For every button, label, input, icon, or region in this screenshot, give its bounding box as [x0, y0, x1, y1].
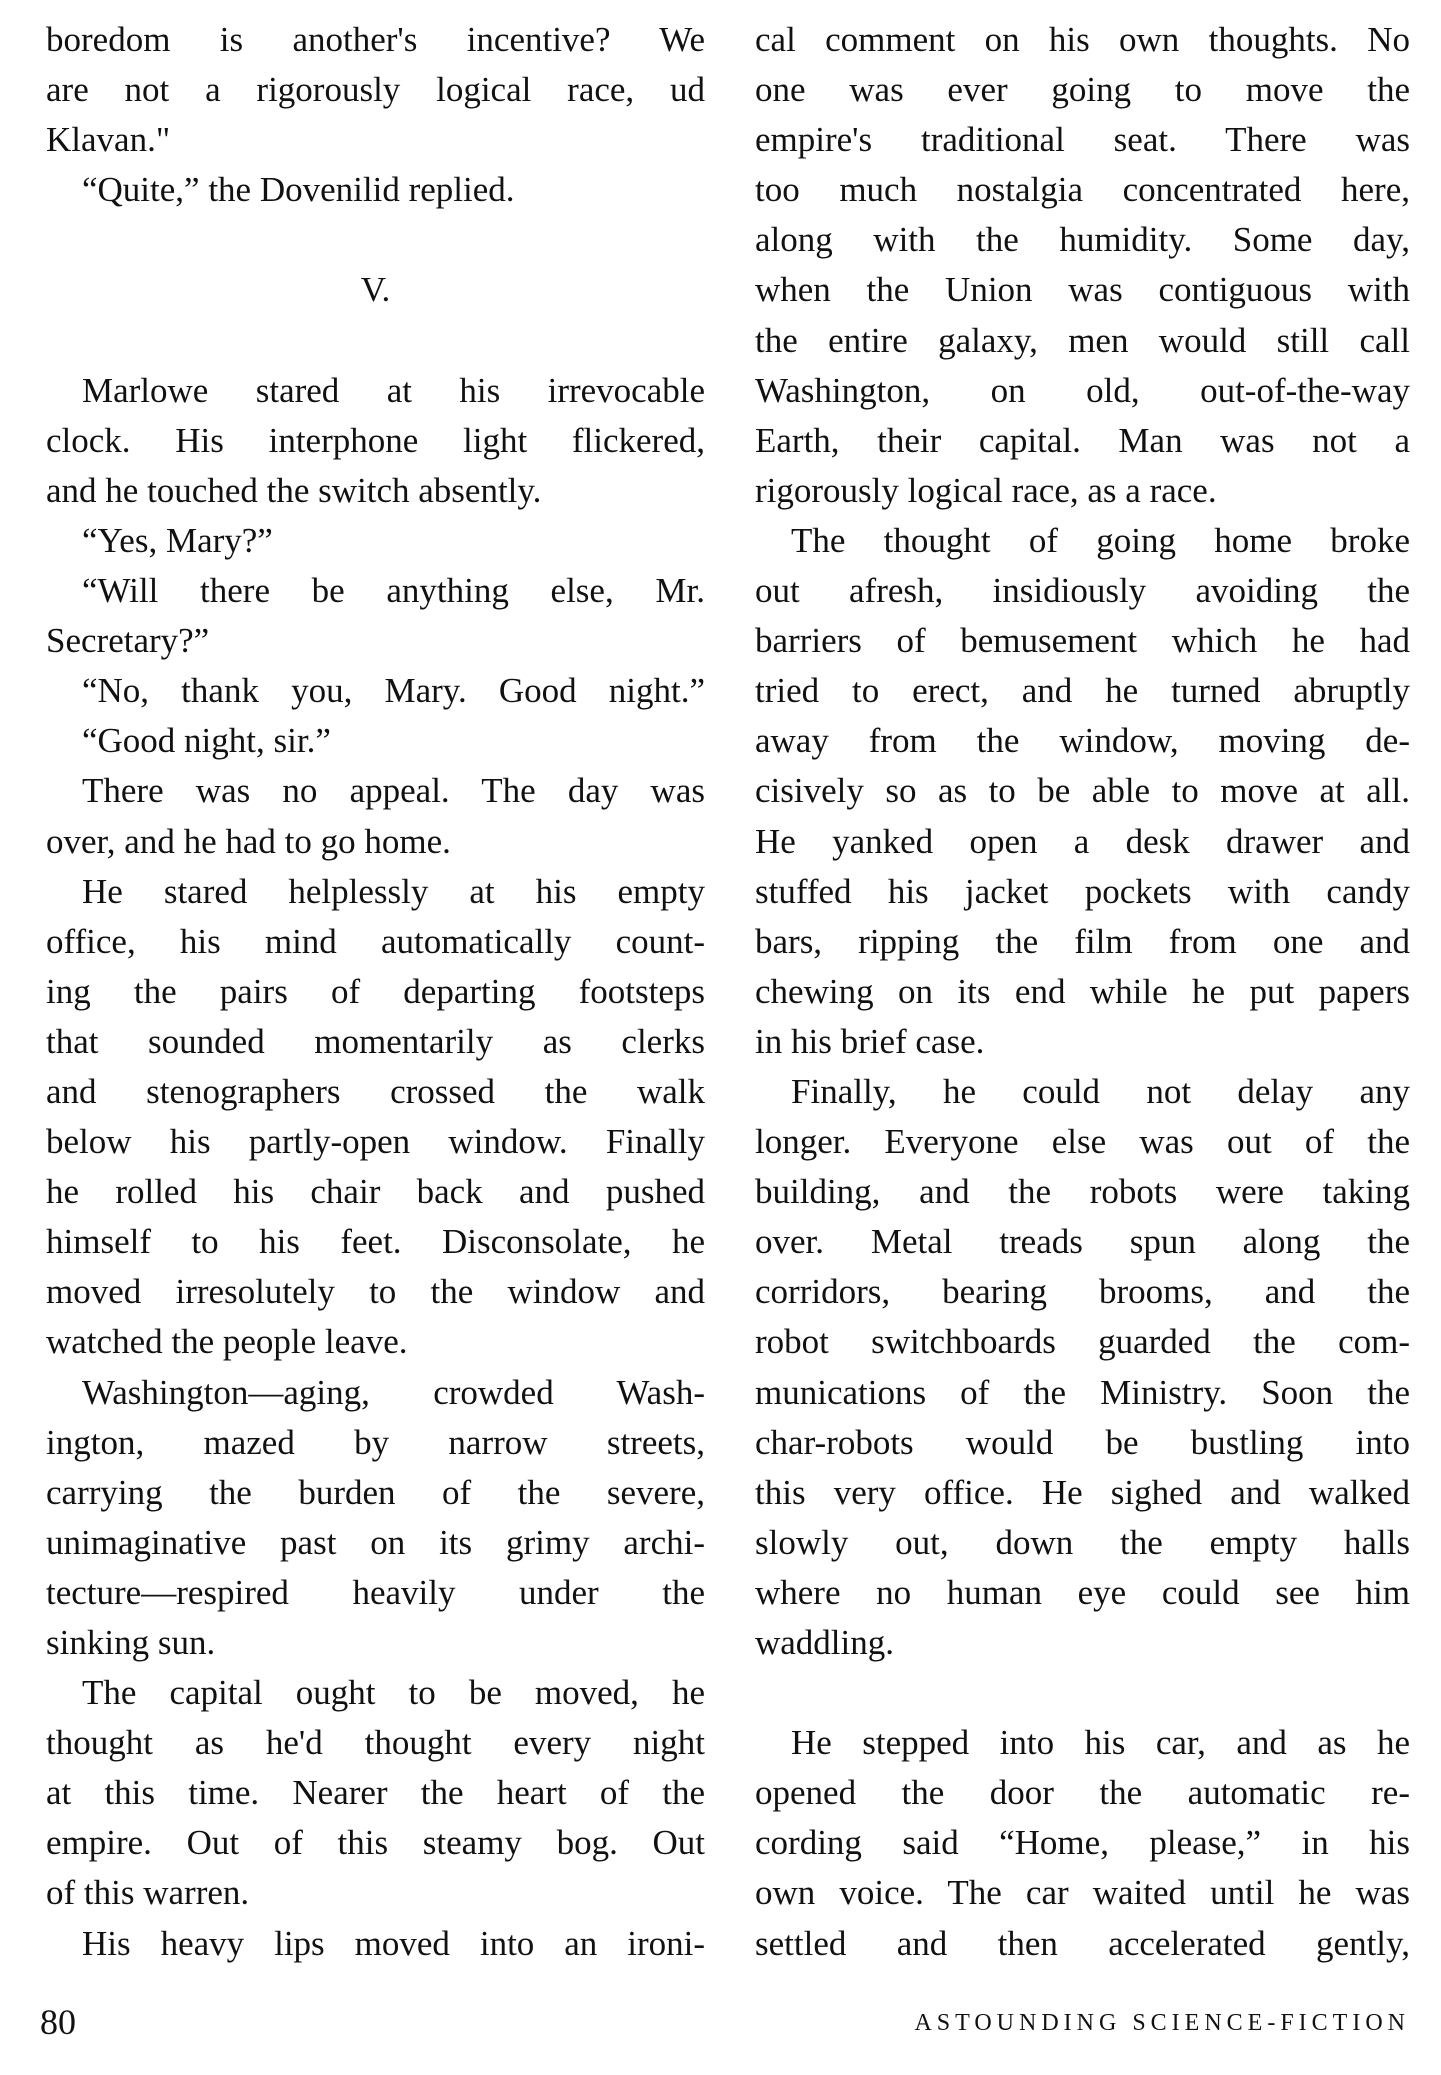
- text-line: “Good night, sir.”: [82, 721, 331, 761]
- text-line: along with the humidity. Some day,: [755, 220, 1410, 260]
- text-line: and he touched the switch absently.: [46, 470, 542, 510]
- text-line: boredom is another's incentive? We: [46, 20, 705, 59]
- text-line: watched the people leave.: [46, 1322, 408, 1362]
- text-line: one was ever going to move the: [755, 70, 1410, 110]
- text-line: rigorously logical race, as a race.: [755, 470, 1217, 510]
- text-line: thought as he'd thought every night: [46, 1723, 705, 1763]
- text-line: are not a rigorously logical race, ud: [46, 70, 705, 110]
- text-line: at this time. Nearer the heart of the: [46, 1773, 705, 1813]
- text-line: below his partly-open window. Finally: [46, 1122, 705, 1162]
- text-line: that sounded momentarily as clerks: [46, 1021, 705, 1061]
- text-line: slowly out, down the empty halls: [755, 1522, 1410, 1562]
- text-line: sinking sun.: [46, 1623, 216, 1662]
- text-line: Secretary?”: [46, 621, 210, 661]
- text-line: unimaginative past on its grimy archi-: [46, 1522, 705, 1562]
- page-number: 80: [40, 2002, 76, 2042]
- text-line: He stared helplessly at his empty: [82, 871, 705, 911]
- text-line: waddling.: [755, 1623, 895, 1662]
- text-line: own voice. The car waited until he was: [755, 1873, 1410, 1913]
- text-line: The capital ought to be moved, he: [82, 1673, 705, 1713]
- text-line: settled and then accelerated gently,: [755, 1923, 1410, 1963]
- blank-line: [755, 1668, 1410, 1718]
- text-line: barriers of bemusement which he had: [755, 621, 1410, 661]
- text-line: empire. Out of this steamy bog. Out: [46, 1823, 705, 1863]
- blank-line: [46, 316, 705, 366]
- text-line: himself to his feet. Disconsolate, he: [46, 1222, 705, 1262]
- text-line: longer. Everyone else was out of the: [755, 1122, 1410, 1162]
- text-line: office, his mind automatically count-: [46, 921, 705, 961]
- text-line: munications of the Ministry. Soon the: [755, 1372, 1410, 1412]
- text-line: and stenographers crossed the walk: [46, 1071, 705, 1111]
- text-line: Washington, on old, out-of-the-way: [755, 370, 1410, 410]
- text-line: opened the door the automatic re-: [755, 1773, 1410, 1813]
- text-line: There was no appeal. The day was: [82, 771, 705, 811]
- text-line: away from the window, moving de-: [755, 721, 1410, 761]
- text-line: ington, mazed by narrow streets,: [46, 1422, 705, 1462]
- text-line: “Quite,” the Dovenilid replied.: [82, 170, 515, 210]
- text-line: Finally, he could not delay any: [791, 1071, 1410, 1111]
- running-head: ASTOUNDING SCIENCE-FICTION: [914, 2010, 1410, 2036]
- text-line: Washington—aging, crowded Wash-: [82, 1372, 705, 1412]
- text-line: robot switchboards guarded the com-: [755, 1322, 1410, 1362]
- text-line: “Will there be anything else, Mr.: [82, 571, 705, 611]
- text-line: too much nostalgia concentrated here,: [755, 170, 1410, 210]
- text-line: Marlowe stared at his irrevocable: [82, 370, 705, 410]
- text-line: stuffed his jacket pockets with candy: [755, 871, 1410, 911]
- text-line: tried to erect, and he turned abruptly: [755, 671, 1410, 711]
- section-heading: V.: [360, 270, 391, 310]
- text-line: empire's traditional seat. There was: [755, 120, 1410, 160]
- text-column-right: [755, 15, 1410, 1969]
- text-line: clock. His interphone light flickered,: [46, 420, 705, 460]
- text-line: this very office. He sighed and walked: [755, 1472, 1410, 1512]
- text-line: out afresh, insidiously avoiding the: [755, 571, 1410, 611]
- blank-line: [46, 215, 705, 265]
- text-line: over, and he had to go home.: [46, 821, 451, 861]
- text-line: char-robots would be bustling into: [755, 1422, 1410, 1462]
- text-line: of this warren.: [46, 1873, 250, 1913]
- text-line: He stepped into his car, and as he: [791, 1723, 1410, 1763]
- text-line: cisively so as to be able to move at all.: [755, 771, 1410, 811]
- text-line: He yanked open a desk drawer and: [755, 821, 1410, 861]
- text-line: tecture—respired heavily under the: [46, 1572, 705, 1612]
- text-line: cal comment on his own thoughts. No: [755, 20, 1410, 59]
- text-line: Klavan.": [46, 120, 171, 160]
- text-line: where no human eye could see him: [755, 1572, 1410, 1612]
- text-line: in his brief case.: [755, 1021, 985, 1061]
- text-line: ing the pairs of departing footsteps: [46, 971, 705, 1011]
- text-column-left: [46, 15, 705, 1969]
- text-line: moved irresolutely to the window and: [46, 1272, 705, 1312]
- text-line: corridors, bearing brooms, and the: [755, 1272, 1410, 1312]
- text-line: building, and the robots were taking: [755, 1172, 1410, 1212]
- text-line: “Yes, Mary?”: [82, 520, 273, 560]
- text-line: chewing on its end while he put papers: [755, 971, 1410, 1011]
- text-line: The thought of going home broke: [791, 520, 1410, 560]
- text-line: when the Union was contiguous with: [755, 270, 1410, 310]
- text-line: he rolled his chair back and pushed: [46, 1172, 705, 1212]
- text-line: carrying the burden of the severe,: [46, 1472, 705, 1512]
- text-line: “No, thank you, Mary. Good night.”: [82, 671, 705, 711]
- text-line: cording said “Home, please,” in his: [755, 1823, 1410, 1863]
- text-line: over. Metal treads spun along the: [755, 1222, 1410, 1262]
- text-line: the entire galaxy, men would still call: [755, 320, 1410, 360]
- text-line: Earth, their capital. Man was not a: [755, 420, 1410, 460]
- text-line: His heavy lips moved into an ironi-: [82, 1923, 705, 1963]
- text-line: bars, ripping the film from one and: [755, 921, 1410, 961]
